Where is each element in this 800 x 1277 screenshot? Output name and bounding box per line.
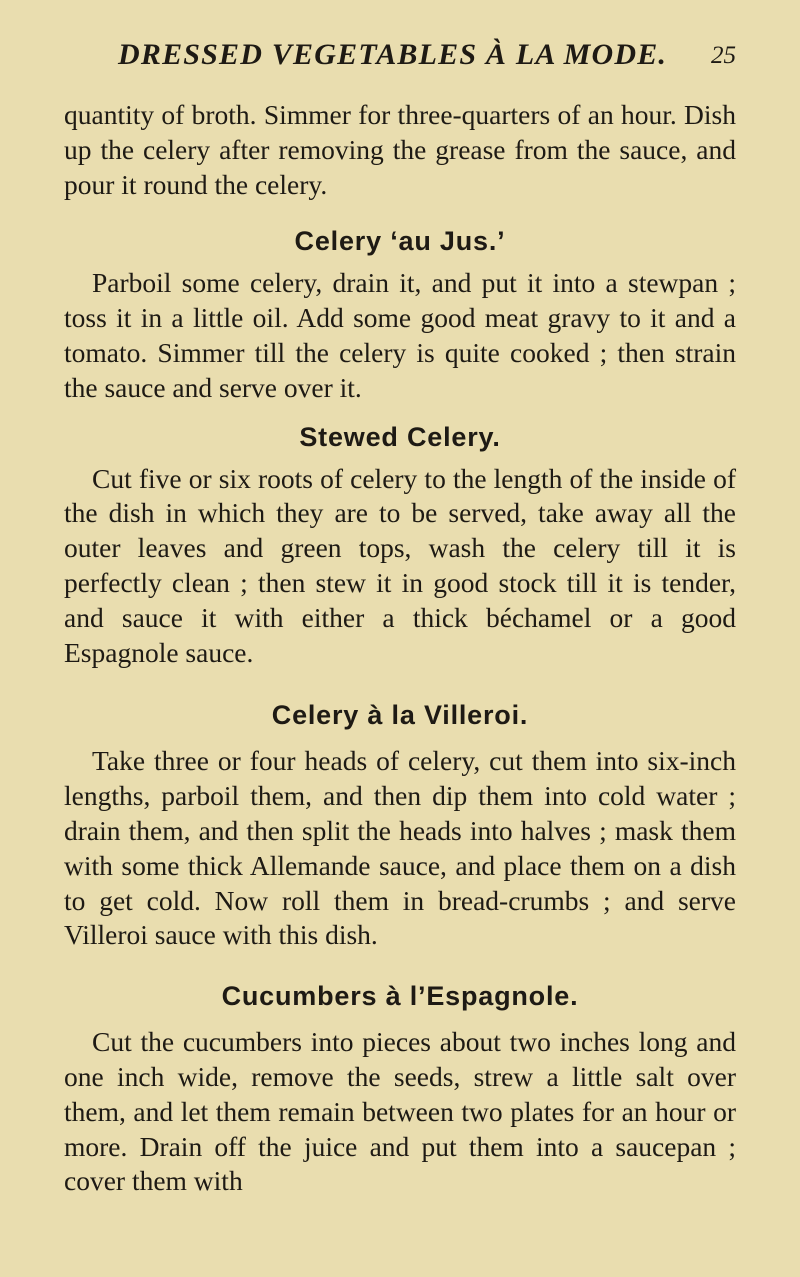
recipe-title-cucumbers-espagnole: Cucumbers à l’Espagnole. <box>221 981 579 1012</box>
running-title: DRESSED VEGETABLES À LA MODE. <box>118 38 668 71</box>
recipe-body-cucumbers-espagnole: Cut the cucumbers into pieces about two inches long and one inch wide, remove the seeds, strew a little salt over them, and let them remain between two plates for an hour or more. Drain off the juice and put them into a saucepan ; cover them with <box>64 1026 736 1197</box>
recipe-body-stewed-celery: Cut five or six roots of celery to the length of the inside of the dish in which they are to be served, take away all the outer leaves and green tops, wash the celery till it is perfectly clean ; then stew it in good stock till it is tender, and sauce it with either a thick béchamel or a good Espagnole sauce. <box>64 462 736 668</box>
recipe-body-celery-villeroi: Take three or four heads of celery, cut them into six-inch lengths, parboil them, and then dip them into cold water ; drain them, and then split the heads into halves ; mask them with some thick Allemande sauce, and place them on a dish to get cold. Now roll them in bread-crumbs ; and serve Villeroi sauce with this dish. <box>64 745 736 951</box>
recipe-body-celery-au-jus: Parboil some celery, drain it, and put it into a stewpan ; toss it in a little oil. Add some good meat gravy to it and a tomato. Simmer till the celery is quite cooked ; then strain the sauce and serve over it. <box>64 267 736 403</box>
intro-paragraph: quantity of broth. Simmer for three-quarters of an hour. Dish up the celery after removing the grease from the sauce, and pour it round the celery. <box>64 99 736 200</box>
running-head <box>64 38 736 78</box>
page-content <box>64 98 736 1199</box>
recipe-title-stewed-celery: Stewed Celery. <box>299 421 501 452</box>
recipe-title-celery-villeroi: Celery à la Villeroi. <box>271 700 529 731</box>
page-number: 25 <box>711 42 736 69</box>
recipe-title-celery-au-jus: Celery ‘au Jus.’ <box>294 226 506 257</box>
